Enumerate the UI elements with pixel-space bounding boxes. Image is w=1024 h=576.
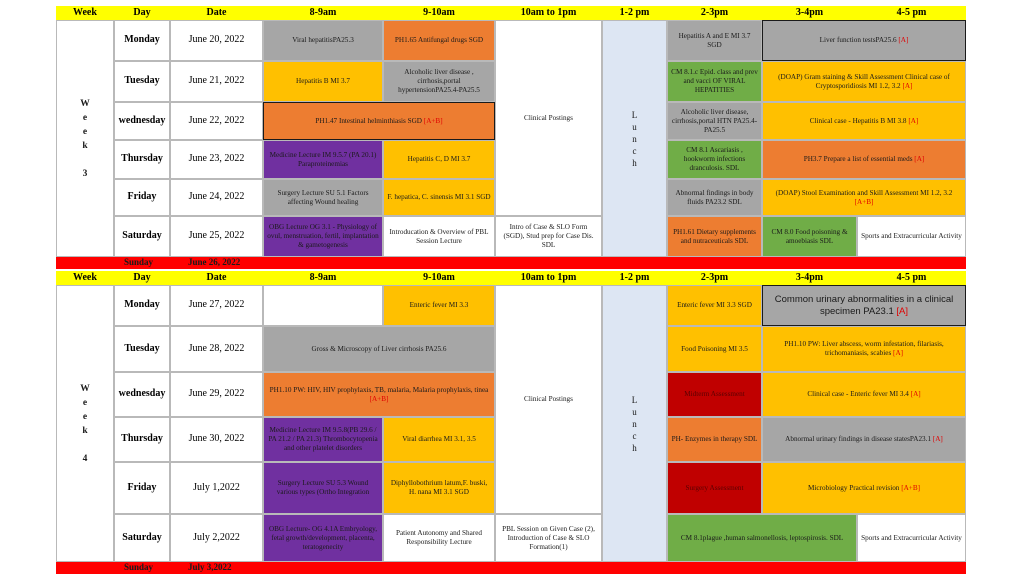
week3-header-t2 — [383, 6, 495, 20]
week3-header-t1-text: 8-9am — [309, 6, 337, 18]
week3-row-5-session-10to1 — [495, 216, 602, 257]
week4-row-0-session-9to10-text: Enteric fever MI 3.3 — [409, 301, 469, 309]
week4-row-1-day — [114, 326, 170, 372]
week4-row-1-session-2to3 — [667, 326, 762, 372]
week4-row-4-day — [114, 462, 170, 514]
week3-row-2-session-8to10-text — [315, 117, 442, 126]
week4-header-t5-text: 2-3pm — [700, 271, 729, 283]
week4-header-t5 — [667, 271, 762, 285]
week3-row-0-day-text: Monday — [124, 34, 160, 46]
week3-header-week-text: Week — [73, 6, 97, 18]
week4-header-t4 — [602, 271, 667, 285]
week4-row-3-day-text: Thursday — [121, 433, 163, 445]
week4-row-4-session-3to5-batch-tag: [A+B] — [901, 483, 921, 492]
week4-header-week-text: Week — [73, 271, 97, 283]
week3-row-2-day — [114, 102, 170, 140]
week4-row-4-session-3to5 — [762, 462, 966, 514]
week4-row-0-date — [170, 285, 263, 326]
week4-row-0-session-3to5-batch-tag: [A] — [896, 305, 909, 317]
week3-lunch — [602, 20, 667, 257]
week3-row-0-day — [114, 20, 170, 61]
week3-header-t4-text: 1-2 pm — [619, 6, 650, 18]
week4-row-2-day — [114, 372, 170, 417]
week4-header-t1-text: 8-9am — [309, 271, 337, 283]
week3-row-4-session-8to9 — [263, 179, 383, 216]
week4-header-date-text: Date — [206, 271, 227, 283]
week4-clinical-postings-text: Clinical Postings — [524, 395, 573, 403]
week4-row-2-session-8to10 — [263, 372, 495, 417]
week3-row-5-day-text: Saturday — [122, 230, 162, 242]
week3-sunday-date — [170, 257, 263, 269]
week4-header-t7-text: 4-5 pm — [896, 271, 927, 283]
week3-row-0-session-2to3 — [667, 20, 762, 61]
week4-row-3-session-9to10-text: Viral diarrhea MI 3.1, 3.5 — [402, 435, 476, 443]
week4-row-5-session-8to9-text: OBG Lecture- OG 4.1A Embryology, fetal growth/development, placenta, teratogenecity — [268, 524, 378, 551]
week4-row-0-session-2to3 — [667, 285, 762, 326]
week4-row-4-day-text: Friday — [127, 481, 157, 493]
week4-header-t7 — [857, 271, 966, 285]
week3-row-1-session-3to5-label: (DOAP) Gram staining & Skill Assessment Clinical case of Cryptosporidiosis MI 1.2, 3.2 — [778, 72, 950, 90]
week3-row-2-session-8to10-label: PH1.47 Intestinal helminthiasis SGD — [315, 116, 424, 125]
week4-header-t2 — [383, 271, 495, 285]
week3-row-2-session-3to5-text — [810, 117, 919, 126]
week4-row-5-day-text: Saturday — [122, 531, 162, 543]
week4-row-5-date — [170, 514, 263, 562]
week3-row-3-day — [114, 140, 170, 179]
week3-row-1-session-3to5-text — [766, 73, 962, 91]
week4-sunday-day-text: Sunday — [124, 562, 154, 573]
week3-row-4-session-2to3 — [667, 179, 762, 216]
week3-row-0-session-9to10-text: PH1.65 Antifungal drugs SGD — [394, 36, 484, 44]
week3-row-2-date — [170, 102, 263, 140]
week4-row-5-session-10to1 — [495, 514, 602, 562]
week3-clinical-postings — [495, 20, 602, 216]
week4-row-3-session-2to3 — [667, 417, 762, 462]
week4-row-1-session-3to5 — [762, 326, 966, 372]
week3-row-2-session-8to10 — [263, 102, 495, 140]
week4-row-2-day-text: wednesday — [118, 388, 166, 400]
week4-lunch-text: L u n c h — [631, 394, 638, 453]
week3-row-0-session-9to10 — [383, 20, 495, 61]
week3-row-5-session-3to4-text: CM 8.0 Food poisoning & amoebiasis SDL — [771, 227, 848, 245]
week4-header-t3-text: 10am to 1pm — [520, 271, 577, 283]
week4-lunch — [602, 285, 667, 562]
week3-row-2-session-2to3-text: Alcoholic liver disease, cirrhosis,portal HTN PA25.4-PA25.5 — [671, 107, 758, 134]
week4-row-0-day — [114, 285, 170, 326]
week3-header-date-text: Date — [206, 6, 227, 18]
week4-row-5-session-9to10 — [383, 514, 495, 562]
week3-row-4-session-9to10 — [383, 179, 495, 216]
week3-header-t5-text: 2-3pm — [700, 6, 729, 18]
week3-sunday-day-text: Sunday — [124, 257, 154, 268]
week4-row-3-date-text: June 30, 2022 — [188, 433, 245, 445]
week4-label — [56, 285, 114, 562]
week4-row-2-session-8to10-text — [267, 386, 491, 404]
week4-row-4-session-9to10-text: Diphyllobothrium latum,F. buski, H. nana MI 3.1 SGD — [390, 479, 488, 496]
week4-row-2-session-8to10-batch-tag: [A+B] — [369, 394, 389, 403]
week4-row-2-session-3to5 — [762, 372, 966, 417]
week3-row-3-session-9to10 — [383, 140, 495, 179]
week3-row-2-session-2to3 — [667, 102, 762, 140]
week4-header-day-text: Day — [133, 271, 151, 283]
week4-row-4-session-8to9-text: Surgery Lecture SU 5.3 Wound various types (Ortho Integration — [276, 479, 370, 496]
week3-row-3-session-3to5 — [762, 140, 966, 179]
week3-row-0-session-3to5 — [762, 20, 966, 61]
week4-header-t6 — [762, 271, 857, 285]
week3-header-t5 — [667, 6, 762, 20]
week3-row-1-session-8to9 — [263, 61, 383, 102]
week4-row-3-session-3to5-label: Abnormal urinary findings in disease statesPA23.1 — [785, 435, 933, 443]
week3-header-week — [56, 6, 114, 20]
week3-row-1-session-9to10 — [383, 61, 495, 102]
week4-row-5-session-4to5 — [857, 514, 966, 562]
week4-row-0-session-8to9 — [263, 285, 383, 326]
week4-row-1-day-text: Tuesday — [124, 342, 160, 354]
week3-row-4-session-3to5 — [762, 179, 966, 216]
week4-row-5-session-4to5-text: Sports and Extracurricular Activity — [861, 533, 962, 542]
week3-row-3-session-2to3-text: CM 8.1 Ascariasis , hookworm infections dranculosis. SDL — [683, 146, 746, 172]
week4-header-t4-text: 1-2 pm — [619, 271, 650, 283]
week3-row-4-session-3to5-batch-tag: [A+B] — [854, 197, 874, 206]
week4-row-5-session-2to4-text: CM 8.1plague ,human salmonellosis, leptospirosis. SDL — [680, 533, 844, 542]
week3-row-0-session-3to5-label: Liver function testsPA25.6 — [819, 36, 899, 44]
week4-row-3-session-3to5-batch-tag: [A] — [932, 435, 943, 443]
week3-row-1-session-2to3 — [667, 61, 762, 102]
week3-row-2-session-3to5-batch-tag: [A] — [908, 116, 919, 125]
week4-row-3-day — [114, 417, 170, 462]
week4-row-1-session-2to3-text: Food Poisoning MI 3.5 — [681, 344, 748, 353]
week3-sunday-day — [114, 257, 170, 269]
week4-row-2-date — [170, 372, 263, 417]
week4-row-1-date — [170, 326, 263, 372]
week4-row-2-date-text: June 29, 2022 — [188, 388, 245, 400]
week4-row-4-session-2to3-text: Surgery Assessment — [685, 483, 744, 492]
week3-label — [56, 20, 114, 257]
week3-row-4-date — [170, 179, 263, 216]
week3-row-1-session-2to3-text: CM 8.1.c Epid. class and prev and vacci OF VIRAL HEPATITIES — [671, 68, 758, 94]
week4-header-t3 — [495, 271, 602, 285]
week4-row-2-session-8to10-label: PH1.10 PW: HIV, HIV prophylaxis, TB, malaria, Malaria prophylaxis, tinea — [269, 385, 489, 394]
week3-row-2-session-3to5-label: Clinical case - Hepatitis B MI 3.8 — [809, 116, 909, 125]
week4-clinical-postings — [495, 285, 602, 514]
week4-header-t6-text: 3-4pm — [795, 271, 824, 283]
week3-row-4-session-3to5-text — [766, 189, 962, 207]
week3-header-t1 — [263, 6, 383, 20]
week3-row-0-session-8to9 — [263, 20, 383, 61]
week3-row-5-session-4to5-text: Sports and Extracurricular Activity — [861, 232, 962, 240]
week4-row-0-session-3to5 — [762, 285, 966, 326]
week4-row-4-session-8to9 — [263, 462, 383, 514]
week3-row-4-session-2to3-text: Abnormal findings in body fluids PA23.2 SDL — [675, 188, 754, 206]
week4-label-text: W e e k 4 — [80, 383, 90, 464]
week3-row-5-session-9to10-text: Introducation & Overview of PBL Session Lecture — [389, 227, 489, 245]
week3-header-t2-text: 9-10am — [423, 6, 455, 18]
week4-row-2-session-2to3 — [667, 372, 762, 417]
week4-sunday-date-text: July 3,2022 — [188, 562, 232, 573]
week4-row-0-session-3to5-text — [766, 294, 962, 318]
week4-row-4-session-2to3 — [667, 462, 762, 514]
week4-row-1-date-text: June 28, 2022 — [188, 342, 245, 354]
week3-row-0-session-8to9-text: Viral hepatitisPA25.3 — [292, 36, 354, 44]
week3-row-4-day-text: Friday — [127, 191, 157, 203]
week3-header-t7 — [857, 6, 966, 20]
week3-row-4-date-text: June 24, 2022 — [188, 191, 245, 203]
week4-row-1-session-3to5-text — [766, 340, 962, 358]
week4-row-0-day-text: Monday — [124, 299, 160, 311]
week3-row-3-date — [170, 140, 263, 179]
week3-header-day-text: Day — [133, 6, 151, 18]
week3-row-1-session-8to9-text: Hepatitis B MI 3.7 — [296, 77, 350, 85]
week4-header-t2-text: 9-10am — [423, 271, 455, 283]
week4-row-4-date-text: July 1,2022 — [193, 481, 240, 493]
week4-row-1-session-8to10 — [263, 326, 495, 372]
week3-row-1-day-text: Tuesday — [124, 75, 160, 87]
week3-sunday-date-text: June 26, 2022 — [188, 257, 241, 268]
week4-row-3-session-8to9-text: Medicine Lecture IM 9.5.8(PB 29.6 / PA 21.2 / PA 21.3) Thrombocytopenia and other platelet disorders — [268, 426, 378, 452]
week3-row-3-session-9to10-text: Hepatitis C, D MI 3.7 — [407, 155, 471, 163]
week3-row-1-session-3to5 — [762, 61, 966, 102]
week4-row-1-session-3to5-batch-tag: [A] — [893, 349, 904, 357]
week4-row-2-session-2to3-text: Midterm Assessment — [684, 390, 745, 398]
week3-row-0-date-text: June 20, 2022 — [188, 34, 245, 46]
week4-row-0-session-9to10 — [383, 285, 495, 326]
week4-row-1-session-3to5-label: PH1.10 PW: Liver abscess, worm infestation, filariasis, trichomaniasis, scabies — [784, 340, 944, 357]
week3-header-t4 — [602, 6, 667, 20]
week3-row-4-session-3to5-label: (DOAP) Stool Examination and Skill Assessment MI 1.2, 3.2 — [775, 188, 953, 197]
week3-row-5-date-text: June 25, 2022 — [188, 230, 245, 242]
week3-row-1-session-3to5-batch-tag: [A] — [902, 81, 913, 90]
week3-row-3-session-3to5-text — [804, 155, 925, 164]
week3-row-4-day — [114, 179, 170, 216]
week4-row-3-session-2to3-text: PH- Enzymes in therapy SDL — [671, 435, 758, 443]
week4-header-week — [56, 271, 114, 285]
week3-header-date — [170, 6, 263, 20]
week3-header-t6 — [762, 6, 857, 20]
week3-row-1-session-9to10-text: Alcoholic liver disease , cirrhosis,portal hypertensionPA25.4-PA25.5 — [398, 68, 480, 94]
week3-row-0-session-2to3-text: Hepatitis A and E MI 3.7 SGD — [678, 31, 751, 49]
week4-row-3-session-8to9 — [263, 417, 383, 462]
week4-row-0-session-2to3-text: Enteric fever MI 3.3 SGD — [677, 301, 752, 309]
week3-row-2-session-8to10-batch-tag: [A+B] — [423, 116, 443, 125]
week3-row-5-session-2to3 — [667, 216, 762, 257]
week3-header-day — [114, 6, 170, 20]
week3-row-3-date-text: June 23, 2022 — [188, 153, 245, 165]
week3-row-0-session-3to5-batch-tag: [A] — [898, 36, 909, 44]
week4-row-1-session-8to10-text: Gross & Microscopy of Liver cirrhosis PA25.6 — [311, 344, 447, 353]
week3-row-4-session-8to9-text: Surgery Lecture SU 5.1 Factors affecting Wound healing — [277, 188, 369, 206]
week3-row-0-date — [170, 20, 263, 61]
week4-row-5-session-8to9 — [263, 514, 383, 562]
week3-row-2-session-3to5 — [762, 102, 966, 140]
week3-row-5-session-8to9 — [263, 216, 383, 257]
week3-label-text: W e e k 3 — [80, 98, 90, 179]
week3-row-2-date-text: June 22, 2022 — [188, 114, 245, 126]
week3-row-4-session-9to10-text: F. hepatica, C. sinensis MI 3.1 SGD — [387, 193, 491, 201]
week4-row-2-session-3to5-batch-tag: [A] — [910, 390, 921, 398]
week4-row-4-date — [170, 462, 263, 514]
week3-row-0-session-3to5-text — [820, 36, 909, 45]
week4-row-3-session-9to10 — [383, 417, 495, 462]
week4-row-2-session-3to5-label: Clinical case - Enteric fever MI 3.4 — [807, 390, 911, 398]
week3-row-2-day-text: wednesday — [118, 114, 166, 126]
week3-row-5-session-9to10 — [383, 216, 495, 257]
week3-clinical-postings-text: Clinical Postings — [524, 113, 573, 122]
week4-row-5-session-2to4 — [667, 514, 857, 562]
week4-row-5-date-text: July 2,2022 — [193, 531, 240, 543]
week4-row-5-session-9to10-text: Patient Autonomy and Shared Responsibility Lecture — [395, 529, 483, 546]
week3-row-3-session-3to5-batch-tag: [A] — [914, 155, 925, 163]
week3-header-t7-text: 4-5 pm — [896, 6, 927, 18]
week3-row-5-session-3to4 — [762, 216, 857, 257]
week3-row-3-day-text: Thursday — [121, 153, 163, 165]
week3-row-5-session-8to9-text: OBG Lecture OG 3.1 - Physiology of ovul, menstruation, fertil, implantation & gametogenesis — [267, 223, 379, 249]
week3-row-1-date-text: June 21, 2022 — [188, 75, 245, 87]
week3-header-t3 — [495, 6, 602, 20]
week4-sunday-date — [170, 562, 263, 574]
week3-row-5-date — [170, 216, 263, 257]
week3-row-5-session-10to1-text: Intro of Case & SLO Form (SGD), Stud prep for Case Dis. SDL — [503, 223, 594, 249]
week3-row-1-date — [170, 61, 263, 102]
week4-row-3-session-3to5-text — [785, 435, 943, 444]
week4-row-3-session-3to5 — [762, 417, 966, 462]
week4-sunday-day — [114, 562, 170, 574]
week3-row-5-session-4to5 — [857, 216, 966, 257]
week4-row-0-date-text: June 27, 2022 — [188, 299, 245, 311]
week4-row-2-session-3to5-text — [807, 390, 920, 399]
week4-row-4-session-3to5-text — [808, 484, 920, 493]
week3-row-1-day — [114, 61, 170, 102]
week3-row-3-session-8to9-text: Medicine Lecture IM 9.5.7 (PA 20.1) Paraproteinemias — [269, 150, 377, 168]
week3-row-3-session-2to3 — [667, 140, 762, 179]
week4-row-5-session-10to1-text: PBL Session on Given Case (2), Introduction of Case & SLO Formation(1) — [502, 524, 595, 551]
week3-header-t6-text: 3-4pm — [795, 6, 824, 18]
week4-header-t1 — [263, 271, 383, 285]
week3-row-5-session-2to3-text: PH1.61 Dietary supplements and nutraceuticals SDL — [673, 227, 756, 245]
week3-lunch-text: L u n c h — [631, 109, 638, 168]
week3-row-5-day — [114, 216, 170, 257]
week4-row-4-session-9to10 — [383, 462, 495, 514]
week4-row-4-session-3to5-label: Microbiology Practical revision — [807, 483, 902, 492]
week4-row-5-day — [114, 514, 170, 562]
week4-header-date — [170, 271, 263, 285]
week4-row-0-session-3to5-label: Common urinary abnormalities in a clinical specimen PA23.1 — [774, 293, 954, 317]
week4-row-3-date — [170, 417, 263, 462]
week3-row-3-session-3to5-label: PH3.7 Prepare a list of essential meds — [803, 155, 915, 163]
week3-row-3-session-8to9 — [263, 140, 383, 179]
week4-header-day — [114, 271, 170, 285]
week3-header-t3-text: 10am to 1pm — [520, 6, 577, 18]
